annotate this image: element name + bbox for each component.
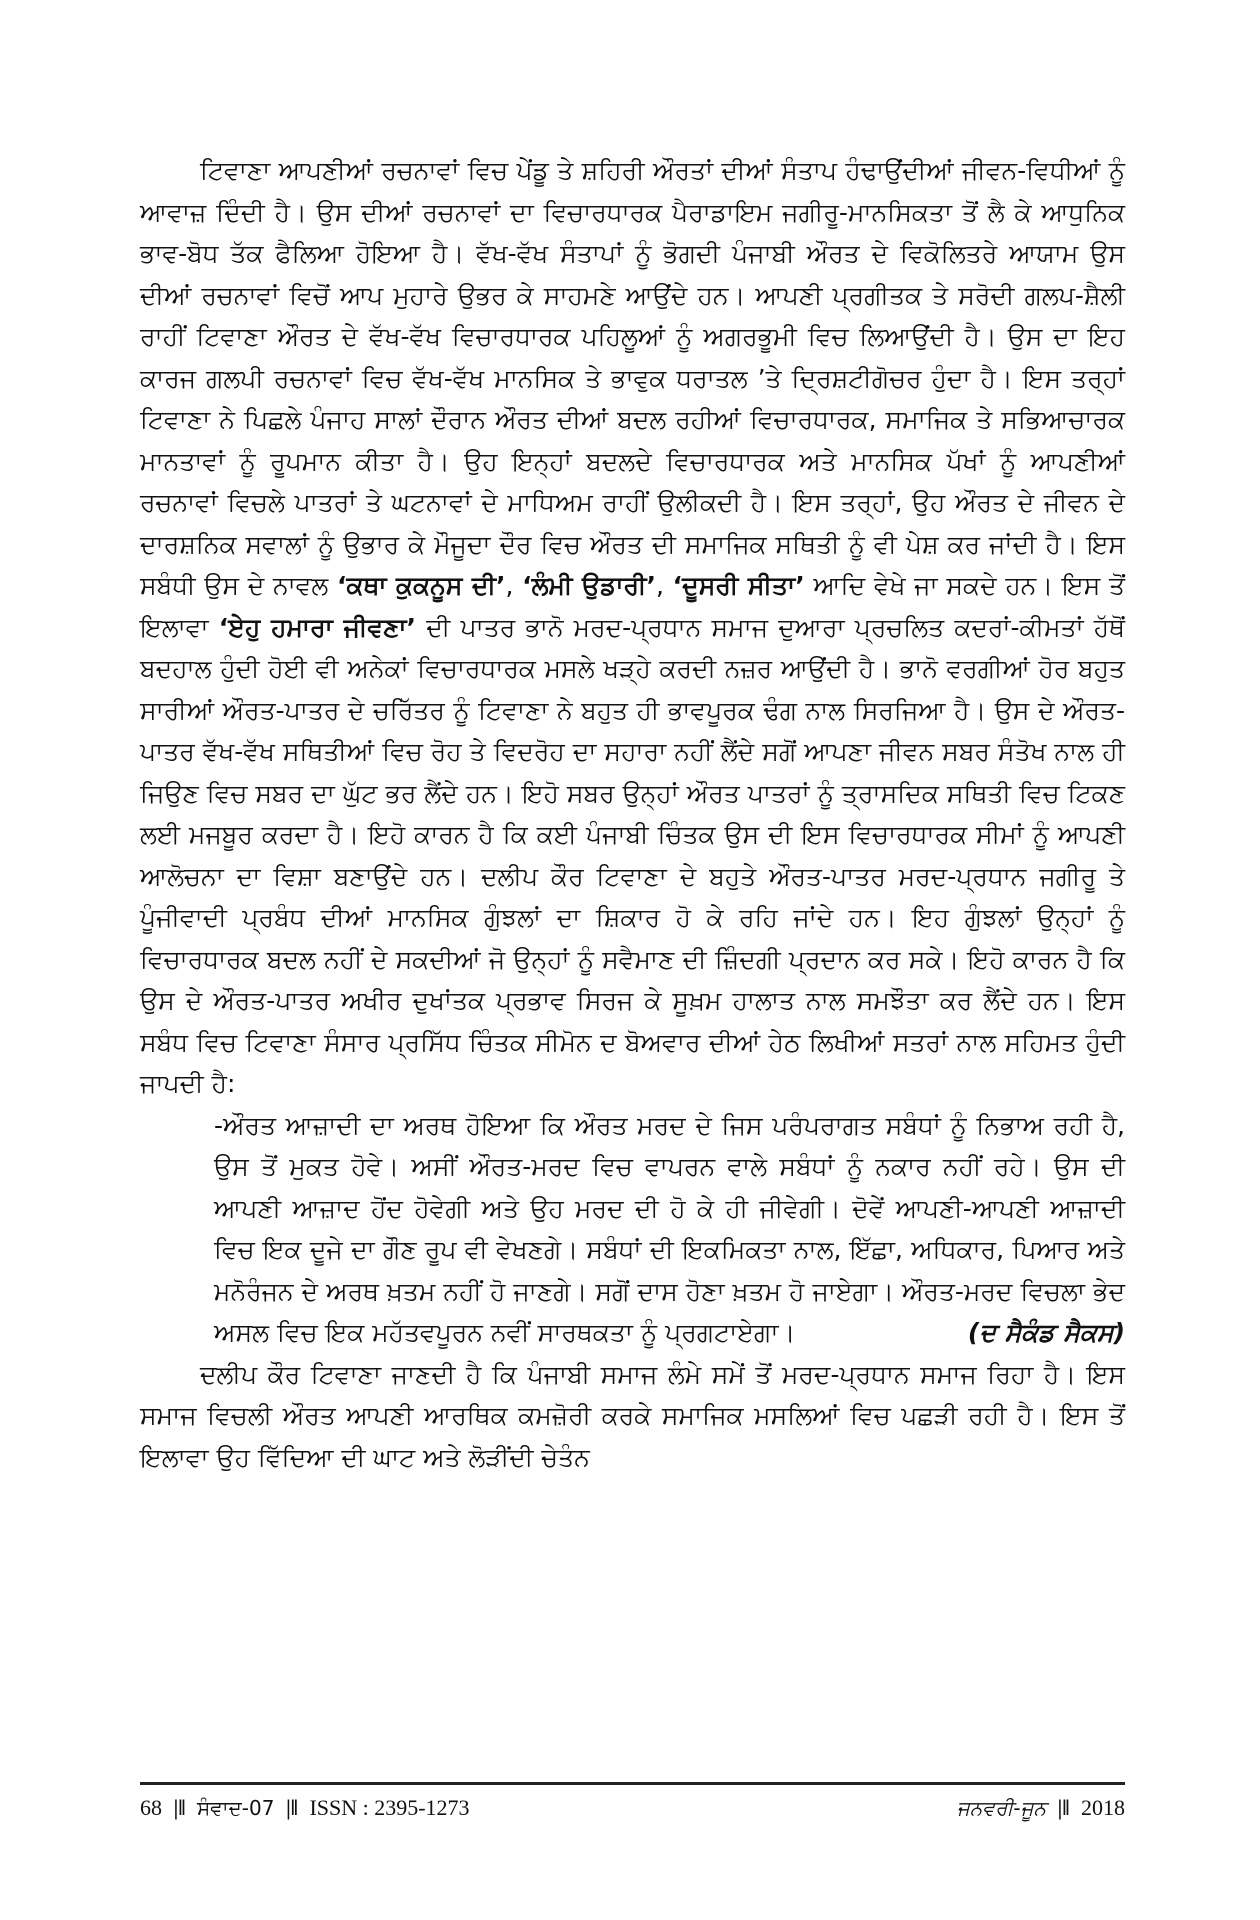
- novel-title: ‘ਏਹੁ ਹਮਾਰਾ ਜੀਵਣਾ’: [218, 612, 417, 642]
- body-paragraph-1: [140, 150, 1125, 1105]
- footer-right: [957, 1795, 1125, 1821]
- footer-divider: [140, 1782, 1125, 1785]
- paragraph-text: ਆਦਿ ਵੇਖੇ ਜਾ ਸਕਦੇ ਹਨ। ਇਸ ਤੋਂ ਇਲਾਵਾ: [140, 571, 1125, 642]
- page-number: 68: [140, 1795, 162, 1820]
- footer-left: [140, 1795, 470, 1821]
- novel-title: ‘ਕਥਾ ਕੁਕਨੂਸ ਦੀ’: [337, 571, 506, 600]
- paragraph-text: ,: [505, 571, 523, 600]
- footer-separator: |‖: [173, 1795, 186, 1820]
- issue-year: 2018: [1081, 1795, 1125, 1820]
- quote-text: -ਔਰਤ ਆਜ਼ਾਦੀ ਦਾ ਅਰਥ ਹੋਇਆ ਕਿ ਔਰਤ ਮਰਦ ਦੇ ਜਿਸ ਪਰੰਪਰਾਗਤ ਸਬੰਧਾਂ ਨੂੰ ਨਿਭਾਅ ਰਹੀ ਹੈ, ਉਸ ਤੋਂ ਮੁਕਤ ਹੋਵੇ। ਅਸੀਂ ਔਰਤ-ਮਰਦ ਵਿਚ ਵਾਪਰਨ ਵਾਲੇ ਸਬੰਧਾਂ ਨੂੰ ਨਕਾਰ ਨਹੀਂ ਰਹੇ। ਉਸ ਦੀ ਆਪਣੀ ਆਜ਼ਾਦ ਹੋਂਦ ਹੋਵੇਗੀ ਅਤੇ ਉਹ ਮਰਦ ਦੀ ਹੋ ਕੇ ਹੀ ਜੀਵੇਗੀ। ਦੋਵੇਂ ਆਪਣੀ-ਆਪਣੀ ਆਜ਼ਾਦੀ ਵਿਚ ਇਕ ਦੂਜੇ ਦਾ ਗੌਣ ਰੂਪ ਵੀ ਵੇਖਣਗੇ। ਸਬੰਧਾਂ ਦੀ ਇਕਮਿਕਤਾ ਨਾਲ, ਇੱਛਾ, ਅਧਿਕਾਰ, ਪਿਆਰ ਅਤੇ ਮਨੋਰੰਜਨ ਦੇ ਅਰਥ ਖ਼ਤਮ ਨਹੀਂ ਹੋ ਜਾਣਗੇ। ਸਗੋਂ ਦਾਸ ਹੋਣਾ ਖ਼ਤਮ ਹੋ ਜਾਏਗਾ। ਔਰਤ-ਮਰਦ ਵਿਚਲਾ ਭੇਦ ਅਸਲ ਵਿਚ ਇਕ ਮਹੱਤਵਪੂਰਨ ਨਵੀਂ ਸਾਰਥਕਤਾ ਨੂੰ ਪ੍ਰਗਟਾਏਗਾ।: [214, 1110, 1125, 1347]
- body-paragraph-2: [140, 1354, 1125, 1479]
- issue-period: ਜਨਵਰੀ-ਜੂਨ: [956, 1796, 1047, 1820]
- issn-number: ISSN : 2395-1273: [309, 1795, 470, 1820]
- journal-name: ਸੰਵਾਦ-07: [196, 1796, 275, 1820]
- footer-separator: |‖: [285, 1795, 298, 1820]
- block-quote: [214, 1105, 1125, 1354]
- page-footer: [140, 1782, 1125, 1821]
- paragraph-text: ਦਲੀਪ ਕੌਰ ਟਿਵਾਣਾ ਜਾਣਦੀ ਹੈ ਕਿ ਪੰਜਾਬੀ ਸਮਾਜ ਲੰਮੇ ਸਮੇਂ ਤੋਂ ਮਰਦ-ਪ੍ਰਧਾਨ ਸਮਾਜ ਰਿਹਾ ਹੈ। ਇਸ ਸਮਾਜ ਵਿਚਲੀ ਔਰਤ ਆਪਣੀ ਆਰਥਿਕ ਕਮਜ਼ੋਰੀ ਕਰਕੇ ਸਮਾਜਿਕ ਮਸਲਿਆਂ ਵਿਚ ਪਛੜੀ ਰਹੀ ਹੈ। ਇਸ ਤੋਂ ਇਲਾਵਾ ਉਹ ਵਿੱਦਿਆ ਦੀ ਘਾਟ ਅਤੇ ਲੋੜੀਂਦੀ ਚੇਤੰਨ: [140, 1359, 1125, 1472]
- quote-source: (ਦ ਸੈਕੰਡ ਸੈਕਸ): [967, 1318, 1125, 1347]
- paragraph-text: ,: [656, 571, 673, 600]
- novel-title: ‘ਲੰਮੀ ਉਡਾਰੀ’: [522, 571, 656, 600]
- article-body: [140, 150, 1125, 1478]
- paragraph-text: ਟਿਵਾਣਾ ਆਪਣੀਆਂ ਰਚਨਾਵਾਂ ਵਿਚ ਪੇਂਡੂ ਤੇ ਸ਼ਹਿਰੀ ਔਰਤਾਂ ਦੀਆਂ ਸੰਤਾਪ ਹੰਢਾਉਂਦੀਆਂ ਜੀਵਨ-ਵਿਧੀਆਂ ਨੂੰ ਆਵਾਜ਼ ਦਿੰਦੀ ਹੈ। ਉਸ ਦੀਆਂ ਰਚਨਾਵਾਂ ਦਾ ਵਿਚਾਰਧਾਰਕ ਪੈਰਾਡਾਇਮ ਜਗੀਰੂ-ਮਾਨਸਿਕਤਾ ਤੋਂ ਲੈ ਕੇ ਆਧੁਨਿਕ ਭਾਵ-ਬੋਧ ਤੱਕ ਫੈਲਿਆ ਹੋਇਆ ਹੈ। ਵੱਖ-ਵੱਖ ਸੰਤਾਪਾਂ ਨੂੰ ਭੋਗਦੀ ਪੰਜਾਬੀ ਔਰਤ ਦੇ ਵਿਕੋਲਿਤਰੇ ਆਯਾਮ ਉਸ ਦੀਆਂ ਰਚਨਾਵਾਂ ਵਿਚੋਂ ਆਪ ਮੁਹਾਰੇ ਉਭਰ ਕੇ ਸਾਹਮਣੇ ਆਉਂਦੇ ਹਨ। ਆਪਣੀ ਪ੍ਰਗੀਤਕ ਤੇ ਸਰੋਦੀ ਗਲਪ-ਸ਼ੈਲੀ ਰਾਹੀਂ ਟਿਵਾਣਾ ਔਰਤ ਦੇ ਵੱਖ-ਵੱਖ ਵਿਚਾਰਧਾਰਕ ਪਹਿਲੂਆਂ ਨੂੰ ਅਗਰਭੂਮੀ ਵਿਚ ਲਿਆਉਂਦੀ ਹੈ। ਉਸ ਦਾ ਇਹ ਕਾਰਜ ਗਲਪੀ ਰਚਨਾਵਾਂ ਵਿਚ ਵੱਖ-ਵੱਖ ਮਾਨਸਿਕ ਤੇ ਭਾਵੁਕ ਧਰਾਤਲ ’ਤੇ ਦ੍ਰਿਸ਼ਟੀਗੋਚਰ ਹੁੰਦਾ ਹੈ। ਇਸ ਤਰ੍ਹਾਂ ਟਿਵਾਣਾ ਨੇ ਪਿਛਲੇ ਪੰਜਾਹ ਸਾਲਾਂ ਦੌਰਾਨ ਔਰਤ ਦੀਆਂ ਬਦਲ ਰਹੀਆਂ ਵਿਚਾਰਧਾਰਕ, ਸਮਾਜਿਕ ਤੇ ਸਭਿਆਚਾਰਕ ਮਾਨਤਾਵਾਂ ਨੂੰ ਰੂਪਮਾਨ ਕੀਤਾ ਹੈ। ਉਹ ਇਨ੍ਹਾਂ ਬਦਲਦੇ ਵਿਚਾਰਧਾਰਕ ਅਤੇ ਮਾਨਸਿਕ ਪੱਖਾਂ ਨੂੰ ਆਪਣੀਆਂ ਰਚਨਾਵਾਂ ਵਿਚਲੇ ਪਾਤਰਾਂ ਤੇ ਘਟਨਾਵਾਂ ਦੇ ਮਾਧਿਅਮ ਰਾਹੀਂ ਉਲੀਕਦੀ ਹੈ। ਇਸ ਤਰ੍ਹਾਂ, ਉਹ ਔਰਤ ਦੇ ਜੀਵਨ ਦੇ ਦਾਰਸ਼ਨਿਕ ਸਵਾਲਾਂ ਨੂੰ ਉਭਾਰ ਕੇ ਮੌਜੂਦਾ ਦੌਰ ਵਿਚ ਔਰਤ ਦੀ ਸਮਾਜਿਕ ਸਥਿਤੀ ਨੂੰ ਵੀ ਪੇਸ਼ ਕਰ ਜਾਂਦੀ ਹੈ। ਇਸ ਸਬੰਧੀ ਉਸ ਦੇ ਨਾਵਲ: [140, 156, 1125, 600]
- novel-title: ‘ਦੂਸਰੀ ਸੀਤਾ’: [672, 571, 805, 600]
- paragraph-text: ਦੀ ਪਾਤਰ ਭਾਨੋ ਮਰਦ-ਪ੍ਰਧਾਨ ਸਮਾਜ ਦੁਆਰਾ ਪ੍ਰਚਲਿਤ ਕਦਰਾਂ-ਕੀਮਤਾਂ ਹੱਥੋਂ ਬਦਹਾਲ ਹੁੰਦੀ ਹੋਈ ਵੀ ਅਨੇਕਾਂ ਵਿਚਾਰਧਾਰਕ ਮਸਲੇ ਖੜ੍ਹੇ ਕਰਦੀ ਨਜ਼ਰ ਆਉਂਦੀ ਹੈ। ਭਾਨੋ ਵਰਗੀਆਂ ਹੋਰ ਬਹੁਤ ਸਾਰੀਆਂ ਔਰਤ-ਪਾਤਰ ਦੇ ਚਰਿੱਤਰ ਨੂੰ ਟਿਵਾਣਾ ਨੇ ਬਹੁਤ ਹੀ ਭਾਵਪੂਰਕ ਢੰਗ ਨਾਲ ਸਿਰਜਿਆ ਹੈ। ਉਸ ਦੇ ਔਰਤ-ਪਾਤਰ ਵੱਖ-ਵੱਖ ਸਥਿਤੀਆਂ ਵਿਚ ਰੋਹ ਤੇ ਵਿਦਰੋਹ ਦਾ ਸਹਾਰਾ ਨਹੀਂ ਲੈਂਦੇ ਸਗੋਂ ਆਪਣਾ ਜੀਵਨ ਸਬਰ ਸੰਤੋਖ ਨਾਲ ਹੀ ਜਿਉਣ ਵਿਚ ਸਬਰ ਦਾ ਘੁੱਟ ਭਰ ਲੈਂਦੇ ਹਨ। ਇਹੋ ਸਬਰ ਉਨ੍ਹਾਂ ਔਰਤ ਪਾਤਰਾਂ ਨੂੰ ਤ੍ਰਾਸਦਿਕ ਸਥਿਤੀ ਵਿਚ ਟਿਕਣ ਲਈ ਮਜਬੂਰ ਕਰਦਾ ਹੈ। ਇਹੋ ਕਾਰਨ ਹੈ ਕਿ ਕਈ ਪੰਜਾਬੀ ਚਿੰਤਕ ਉਸ ਦੀ ਇਸ ਵਿਚਾਰਧਾਰਕ ਸੀਮਾਂ ਨੂੰ ਆਪਣੀ ਆਲੋਚਨਾ ਦਾ ਵਿਸ਼ਾ ਬਣਾਉਂਦੇ ਹਨ। ਦਲੀਪ ਕੌਰ ਟਿਵਾਣਾ ਦੇ ਬਹੁਤੇ ਔਰਤ-ਪਾਤਰ ਮਰਦ-ਪ੍ਰਧਾਨ ਜਗੀਰੂ ਤੇ ਪੂੰਜੀਵਾਦੀ ਪ੍ਰਬੰਧ ਦੀਆਂ ਮਾਨਸਿਕ ਗੁੰਝਲਾਂ ਦਾ ਸ਼ਿਕਾਰ ਹੋ ਕੇ ਰਹਿ ਜਾਂਦੇ ਹਨ। ਇਹ ਗੁੰਝਲਾਂ ਉਨ੍ਹਾਂ ਨੂੰ ਵਿਚਾਰਧਾਰਕ ਬਦਲ ਨਹੀਂ ਦੇ ਸਕਦੀਆਂ ਜੋ ਉਨ੍ਹਾਂ ਨੂੰ ਸਵੈਮਾਣ ਦੀ ਜ਼ਿੰਦਗੀ ਪ੍ਰਦਾਨ ਕਰ ਸਕੇ। ਇਹੋ ਕਾਰਨ ਹੈ ਕਿ ਉਸ ਦੇ ਔਰਤ-ਪਾਤਰ ਅਖੀਰ ਦੁਖਾਂਤਕ ਪ੍ਰਭਾਵ ਸਿਰਜ ਕੇ ਸੂਖ਼ਮ ਹਾਲਾਤ ਨਾਲ ਸਮਝੌਤਾ ਕਰ ਲੈਂਦੇ ਹਨ। ਇਸ ਸਬੰਧ ਵਿਚ ਟਿਵਾਣਾ ਸੰਸਾਰ ਪ੍ਰਸਿੱਧ ਚਿੰਤਕ ਸੀਮੋਨ ਦ ਬੋਅਵਾਰ ਦੀਆਂ ਹੇਠ ਲਿਖੀਆਂ ਸਤਰਾਂ ਨਾਲ ਸਹਿਮਤ ਹੁੰਦੀ ਜਾਪਦੀ ਹੈ:: [140, 612, 1125, 1098]
- footer-separator: |‖: [1057, 1795, 1070, 1820]
